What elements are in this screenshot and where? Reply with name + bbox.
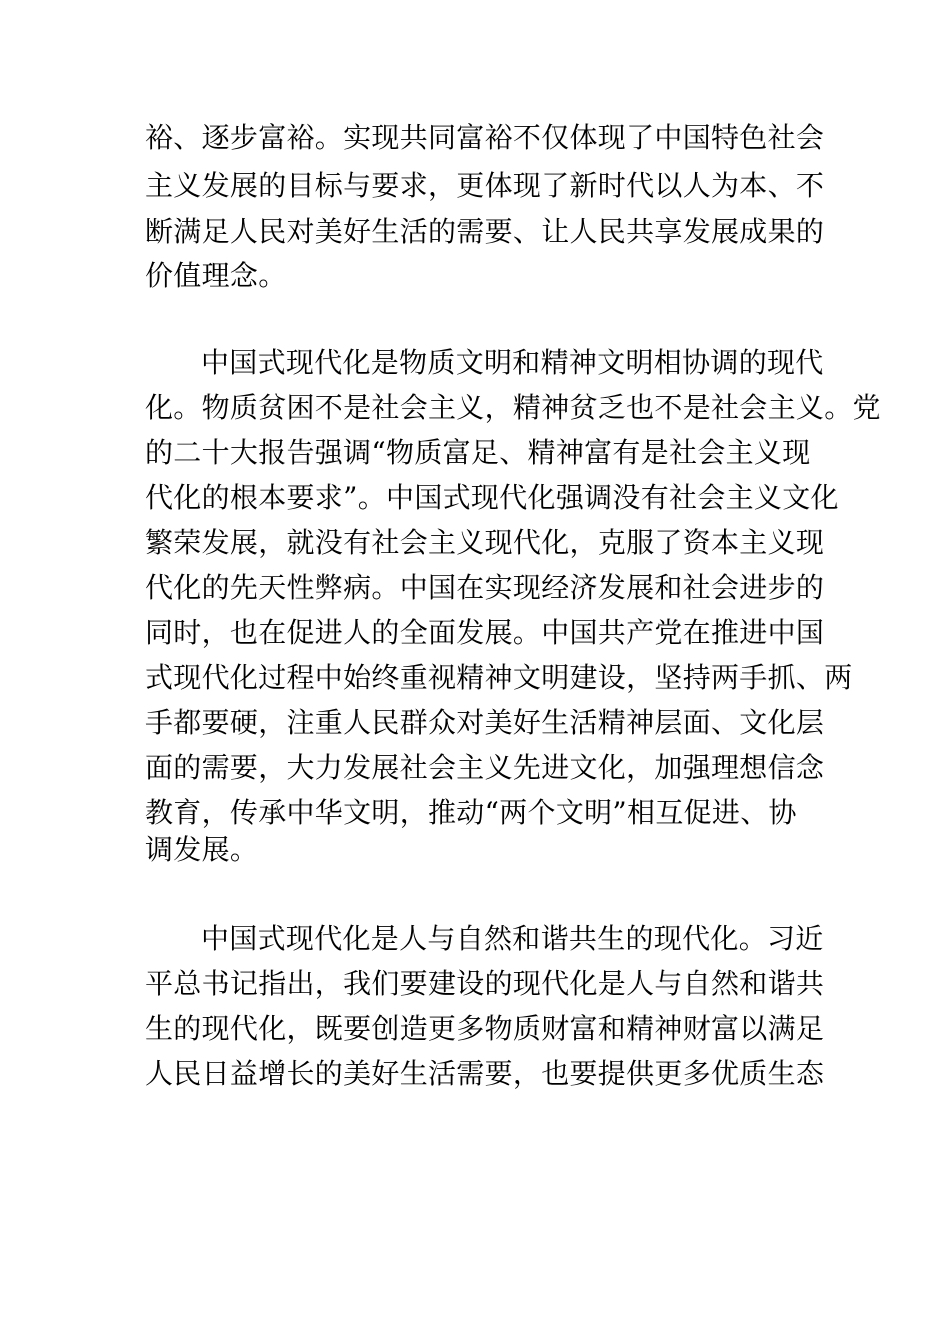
paragraph-2-line-7: 同时，也在促进人的全面发展。中国共产党在推进中国 xyxy=(145,616,825,649)
paragraph-2-line-5: 繁荣发展，就没有社会主义现代化，克服了资本主义现 xyxy=(145,526,825,559)
paragraph-3-line-3: 生的现代化，既要创造更多物质财富和精神财富以满足 xyxy=(145,1012,825,1045)
paragraph-2-line-1: 中国式现代化是物质文明和精神文明相协调的现代 xyxy=(201,346,824,379)
paragraph-1-line-4: 价值理念。 xyxy=(145,259,287,292)
paragraph-3-line-1: 中国式现代化是人与自然和谐共生的现代化。习近 xyxy=(201,922,824,955)
paragraph-2-line-4: 代化的根本要求”。中国式现代化强调没有社会主义文化 xyxy=(145,481,839,514)
paragraph-1-line-3: 断满足人民对美好生活的需要、让人民共享发展成果的 xyxy=(145,215,825,248)
paragraph-2-line-2: 化。物质贫困不是社会主义，精神贫乏也不是社会主义。党 xyxy=(145,391,881,424)
paragraph-1-line-1: 裕、逐步富裕。实现共同富裕不仅体现了中国特色社会 xyxy=(145,121,825,154)
paragraph-2-line-12: 调发展。 xyxy=(145,833,259,866)
paragraph-2-line-3: 的二十大报告强调“物质富足、精神富有是社会主义现 xyxy=(145,436,811,469)
paragraph-3-line-4: 人民日益增长的美好生活需要，也要提供更多优质生态 xyxy=(145,1057,825,1090)
paragraph-2-line-6: 代化的先天性弊病。中国在实现经济发展和社会进步的 xyxy=(145,571,825,604)
paragraph-3-line-2: 平总书记指出，我们要建设的现代化是人与自然和谐共 xyxy=(145,967,825,1000)
paragraph-2-line-8: 式现代化过程中始终重视精神文明建设，坚持两手抓、两 xyxy=(145,661,853,694)
paragraph-2-line-11: 教育，传承中华文明，推动“两个文明”相互促进、协 xyxy=(145,796,797,829)
paragraph-2-line-10: 面的需要，大力发展社会主义先进文化，加强理想信念 xyxy=(145,751,825,784)
paragraph-2-line-9: 手都要硬，注重人民群众对美好生活精神层面、文化层 xyxy=(145,706,825,739)
paragraph-1-line-2: 主义发展的目标与要求，更体现了新时代以人为本、不 xyxy=(145,169,825,202)
